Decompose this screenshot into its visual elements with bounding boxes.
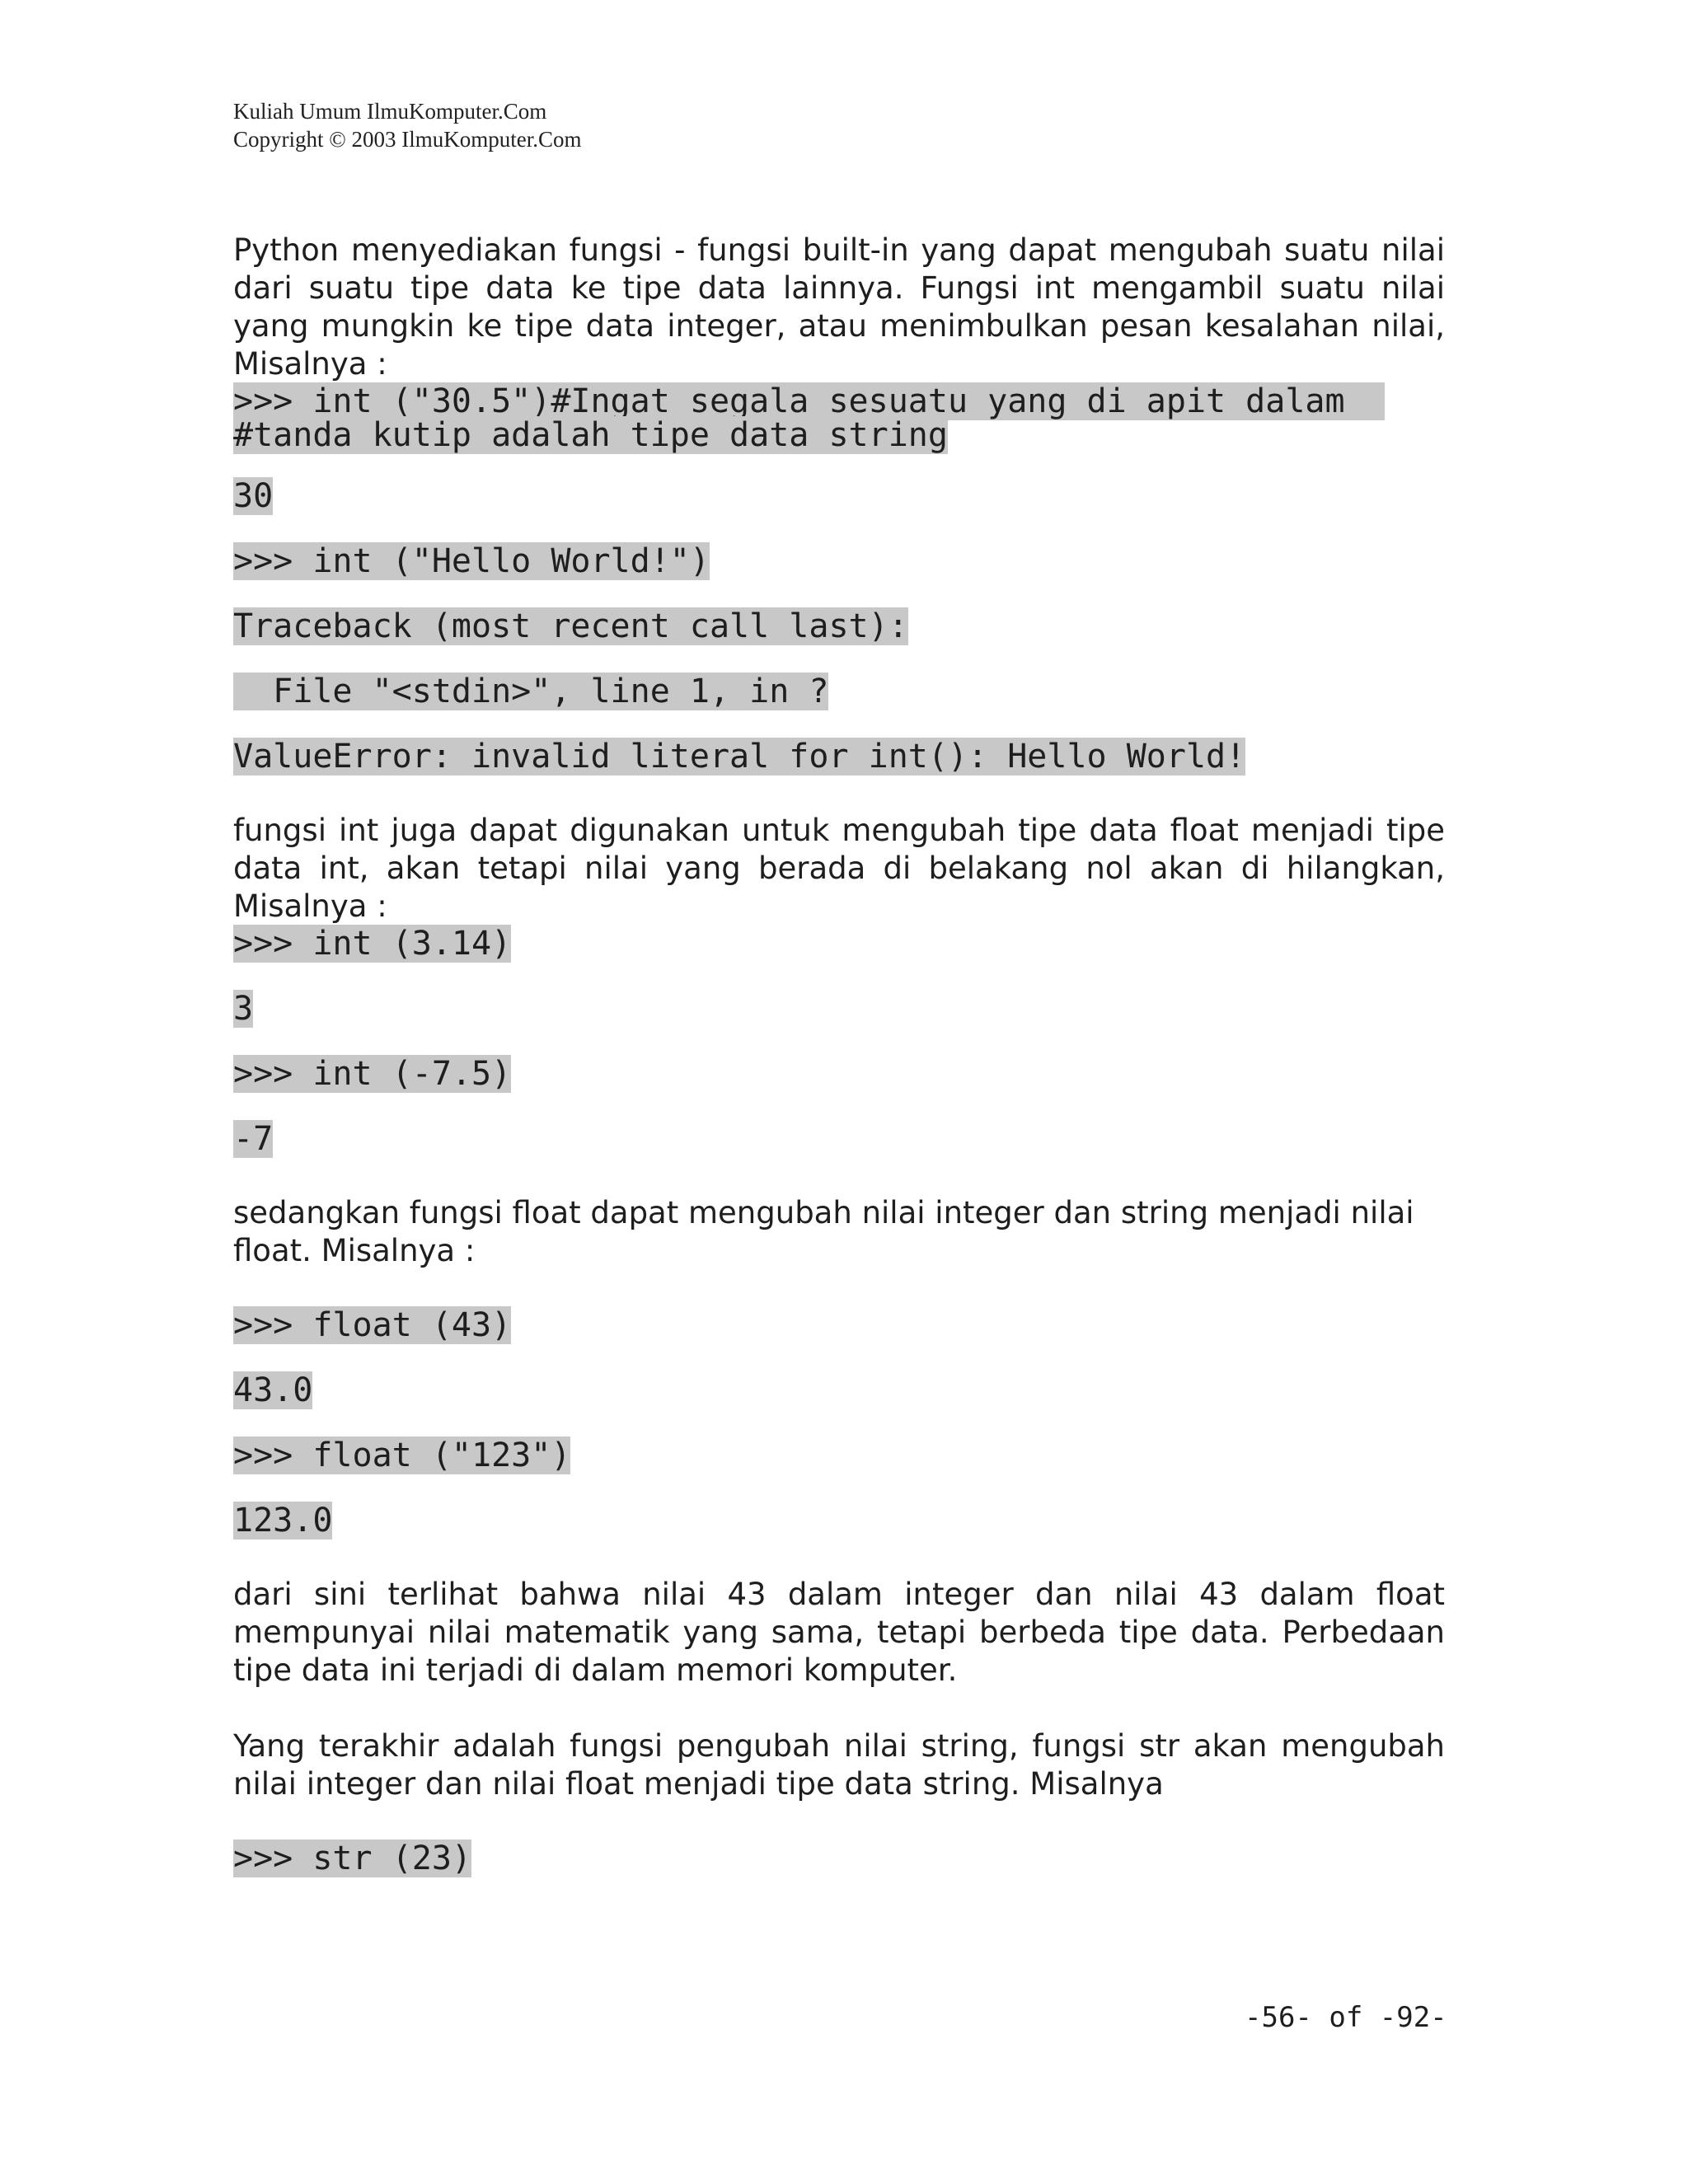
page-number: -56- of -92- — [1245, 2001, 1447, 2034]
paragraph-str: Yang terakhir adalah fungsi pengubah nilai string, fungsi str akan mengubah nilai integer dan nilai float menjadi tipe data string. Misalnya — [233, 1728, 1445, 1802]
code-output — [233, 1120, 274, 1158]
code-traceback — [233, 607, 908, 645]
code-line — [233, 1055, 512, 1093]
code-text: >>> float ("123") — [233, 1436, 571, 1474]
code-text: 43.0 — [233, 1371, 313, 1409]
code-text: File "<stdin>", line 1, in ? — [233, 673, 829, 710]
code-line — [233, 1842, 471, 1875]
paragraph-comparison: dari sini terlihat bahwa nilai 43 dalam integer dan nilai 43 dalam float mempunyai nilai matematik yang sama, tetapi berbeda tipe data. Perbedaan tipe data ini terjadi di dalam memori komputer. — [233, 1577, 1445, 1688]
code-line — [233, 1306, 512, 1344]
header-site-title: Kuliah Umum IlmuKomputer.Com — [233, 99, 547, 124]
code-text: 30 — [233, 477, 274, 515]
code-line-int-string — [233, 382, 1447, 454]
paragraph-intro: Python menyediakan fungsi - fungsi built-in yang dapat mengubah suatu nilai dari suatu tipe data ke tipe data lainnya. Fungsi int mengambil suatu nilai yang mungkin ke tipe data integer, atau menimbulkan pesan kesalahan nilai, Misalnya : — [233, 232, 1445, 382]
paragraph-int-float: fungsi int juga dapat digunakan untuk mengubah tipe data float menjadi tipe data int, akan tetapi nilai yang berada di belakang nol akan di hilangkan, Misalnya : — [233, 813, 1445, 924]
code-traceback-file — [233, 675, 828, 708]
code-text: >>> str (23) — [233, 1840, 471, 1877]
code-text: Traceback (most recent call last): — [233, 607, 908, 645]
paragraph-float: sedangkan fungsi float dapat mengubah nilai integer dan string menjadi nilai float. Misalnya : — [233, 1195, 1414, 1268]
header-copyright: Copyright © 2003 IlmuKomputer.Com — [233, 127, 582, 152]
code-text: >>> int (-7.5) — [233, 1055, 512, 1093]
code-line — [233, 542, 710, 580]
code-line — [233, 925, 512, 963]
code-output — [233, 477, 274, 515]
code-line — [233, 1436, 571, 1474]
code-text: 3 — [233, 990, 254, 1028]
code-text: >>> int ("Hello World!") — [233, 542, 710, 580]
code-text: >>> float (43) — [233, 1306, 512, 1344]
code-text: >>> int (3.14) — [233, 925, 512, 963]
code-text: -7 — [233, 1120, 274, 1158]
code-output — [233, 990, 254, 1028]
code-text: >>> int ("30.5")#Ingat segala sesuatu yang di apit dalam #tanda kutip adalah tipe data string — [233, 382, 1385, 454]
code-error — [233, 738, 1246, 776]
code-output — [233, 1371, 313, 1409]
code-text: ValueError: invalid literal for int(): Hello World! — [233, 738, 1246, 776]
code-output — [233, 1502, 333, 1540]
code-text: 123.0 — [233, 1502, 333, 1540]
